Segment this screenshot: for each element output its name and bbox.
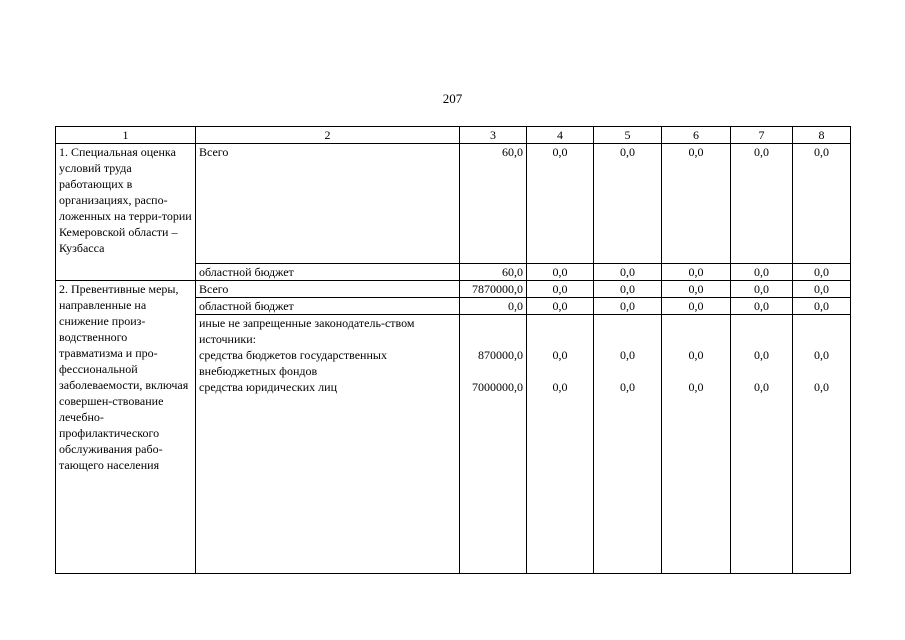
legal-entities-value: 0,0 bbox=[814, 380, 829, 394]
value-cell bbox=[460, 315, 527, 574]
value-cell: 0,0 bbox=[793, 298, 851, 315]
source-cell bbox=[196, 315, 460, 574]
extra-funds-value: 870000,0 bbox=[478, 348, 523, 362]
value-cell: 0,0 bbox=[662, 298, 731, 315]
extra-funds-label: средства бюджетов государственных внебюджетных фондов bbox=[199, 348, 387, 378]
extra-funds-value: 0,0 bbox=[754, 348, 769, 362]
activity-cell bbox=[56, 281, 196, 574]
value-cell: 0,0 bbox=[594, 281, 662, 298]
value-cell: 60,0 bbox=[460, 144, 527, 264]
extra-funds-value: 0,0 bbox=[552, 348, 568, 362]
source-cell: Всего bbox=[196, 144, 460, 264]
value-cell bbox=[527, 315, 594, 574]
activity-name: 1. Специальная оценка условий труда работающих в организациях, распо-ложенных на терри-тории Кемеровской области – Кузбасса bbox=[59, 145, 192, 255]
header-cell: 6 bbox=[662, 127, 731, 144]
source-cell: Всего bbox=[196, 281, 460, 298]
header-cell: 8 bbox=[793, 127, 851, 144]
value-cell bbox=[793, 315, 851, 574]
header-cell: 4 bbox=[527, 127, 594, 144]
header-cell: 2 bbox=[196, 127, 460, 144]
legal-entities-label: средства юридических лиц bbox=[199, 380, 337, 394]
legal-entities-value: 0,0 bbox=[552, 380, 568, 394]
table-row bbox=[56, 281, 851, 298]
value-cell: 0,0 bbox=[793, 264, 851, 281]
value-cell: 0,0 bbox=[731, 298, 793, 315]
header-cell: 5 bbox=[594, 127, 662, 144]
value-cell: 0,0 bbox=[594, 144, 662, 264]
extra-funds-value: 0,0 bbox=[814, 348, 829, 362]
value-cell: 0,0 bbox=[460, 298, 527, 315]
value-cell: 0,0 bbox=[731, 264, 793, 281]
value-cell: 0,0 bbox=[527, 144, 594, 264]
value-cell: 7870000,0 bbox=[460, 281, 527, 298]
value-cell: 0,0 bbox=[527, 298, 594, 315]
value-cell: 0,0 bbox=[594, 264, 662, 281]
header-cell: 3 bbox=[460, 127, 527, 144]
legal-entities-value: 0,0 bbox=[754, 380, 769, 394]
budget-table bbox=[55, 126, 851, 574]
value-cell: 0,0 bbox=[793, 281, 851, 298]
value-cell bbox=[594, 315, 662, 574]
source-cell: областной бюджет bbox=[196, 264, 460, 281]
value-cell: 60,0 bbox=[460, 264, 527, 281]
extra-funds-value: 0,0 bbox=[688, 348, 704, 362]
activity-name: 2. Превентивные меры, направленные на снижение произ-водственного травматизма и про-фессиональной заболеваемости, включая совершен-ствование лечебно-профилактического обслуживания рабо-тающего населения bbox=[59, 282, 189, 472]
value-cell: 0,0 bbox=[527, 281, 594, 298]
legal-entities-value: 0,0 bbox=[688, 380, 704, 394]
header-row bbox=[56, 127, 851, 144]
value-cell: 0,0 bbox=[731, 281, 793, 298]
header-cell: 1 bbox=[56, 127, 196, 144]
value-cell: 0,0 bbox=[731, 144, 793, 264]
value-cell: 0,0 bbox=[662, 144, 731, 264]
value-cell: 0,0 bbox=[527, 264, 594, 281]
value-cell: 0,0 bbox=[662, 264, 731, 281]
value-cell bbox=[731, 315, 793, 574]
page-number: 207 bbox=[442, 91, 463, 106]
extra-funds-value: 0,0 bbox=[620, 348, 635, 362]
legal-entities-value: 0,0 bbox=[620, 380, 635, 394]
other-sources-label: иные не запрещенные законодатель-ством источники: bbox=[199, 316, 415, 346]
activity-cell bbox=[56, 144, 196, 281]
table-row bbox=[56, 144, 851, 264]
value-cell: 0,0 bbox=[793, 144, 851, 264]
header-cell: 7 bbox=[731, 127, 793, 144]
source-cell: областной бюджет bbox=[196, 298, 460, 315]
value-cell: 0,0 bbox=[662, 281, 731, 298]
value-cell: 0,0 bbox=[594, 298, 662, 315]
value-cell bbox=[662, 315, 731, 574]
legal-entities-value: 7000000,0 bbox=[472, 380, 523, 394]
